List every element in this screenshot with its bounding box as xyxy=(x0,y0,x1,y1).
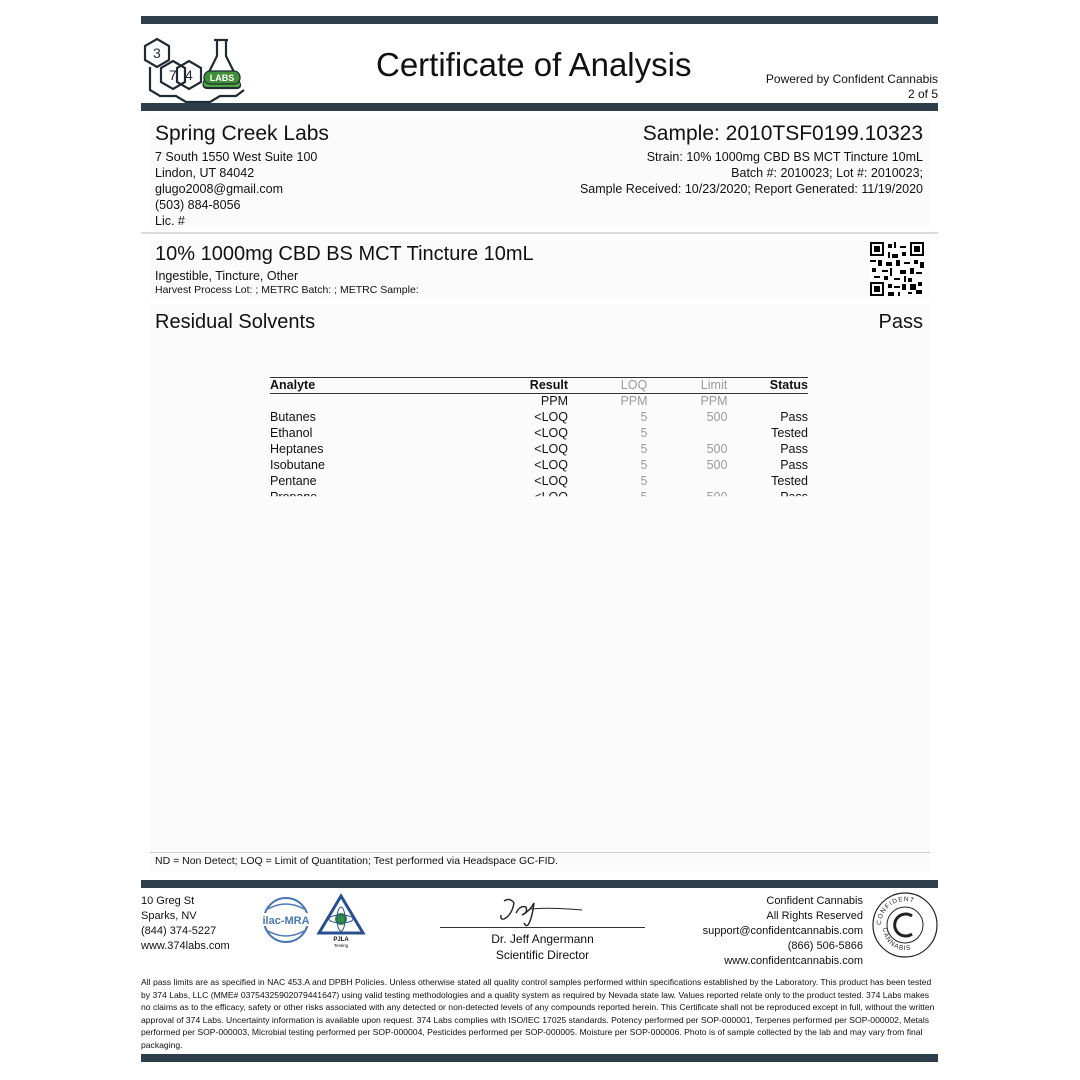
table-header-status: Status xyxy=(769,378,808,392)
table-row-result: <LOQ xyxy=(534,474,568,488)
seal-bottom-text: CANNABIS xyxy=(880,927,913,953)
product-type: Ingestible, Tincture, Other xyxy=(155,269,299,283)
lab-web: www.374labs.com xyxy=(141,940,230,952)
client-license: Lic. # xyxy=(155,214,185,228)
ilac-mra-logo xyxy=(257,895,315,945)
sample-id: Sample: 2010TSF0199.10323 xyxy=(642,122,923,145)
disclaimer: All pass limits are as specified in NAC 453.A and DPBH Policies. Unless otherwise stated all quality control samples performed within specifications established by the Laboratory. This product has been tested by 374 Labs, LLC (MME# 03754325902079441647) using valid testing methodologies and a quality system as required by Nevada state law. Values reported relate only to the product tested. 374 Labs makes no claims as to the efficacy, safety or other risks associated with any detected or non-detected levels of any compounds reported herein. This Certificate shall not be reproduced except in full, without the written approval of 374 Labs. Uncertainty information is available upon request. 374 Labs complies with ISO/IEC 17025 standards. Potency performed per SOP-000001, Terpenes performed per SOP-000002, Metals performed per SOP-000003, Microbial testing performed per SOP-000004, Pesticides performed per SOP-000005. Moisture per SOP-000006. Photo is of sample collected by the lab and may vary from final packaging. xyxy=(141,977,935,1050)
pjla-text: PJLA xyxy=(333,937,349,943)
client-address-line1: 7 South 1550 West Suite 100 xyxy=(155,150,318,164)
confident-cannabis-seal-icon xyxy=(870,890,940,960)
header-bar xyxy=(141,103,938,111)
logo-digit-3: 3 xyxy=(153,45,161,61)
footnote: ND = Non Detect; LOQ = Limit of Quantitation; Test performed via Headspace GC-FID. xyxy=(155,855,559,867)
table-header-loq: LOQ xyxy=(620,378,648,392)
table-row-status: Tested xyxy=(771,474,808,488)
cc-web: www.confidentcannabis.com xyxy=(724,955,863,967)
section-status: Pass xyxy=(878,311,923,333)
powered-by-text: Powered by Confident Cannabis xyxy=(765,72,938,86)
page-title: Certificate of Analysis xyxy=(376,46,692,83)
product-lots: Harvest Process Lot: ; METRC Batch: ; METRC Sample: xyxy=(155,284,419,296)
page-number: 2 of 5 xyxy=(907,87,938,101)
top-bar xyxy=(141,16,938,24)
table-row-loq: 5 xyxy=(640,410,648,424)
table-header-limit: Limit xyxy=(700,378,728,392)
client-email: glugo2008@gmail.com xyxy=(155,182,284,196)
table-row-analyte: Butanes xyxy=(270,410,316,424)
table-row-status: Pass xyxy=(780,410,808,424)
table-header-result: Result xyxy=(529,378,568,392)
logo-digit-4: 4 xyxy=(185,67,193,83)
cc-name: Confident Cannabis xyxy=(766,895,863,907)
table-row-status: Pass xyxy=(780,458,808,472)
table-row-loq: 5 xyxy=(640,426,648,440)
unit-result: PPM xyxy=(540,394,568,408)
table-row-analyte: Pentane xyxy=(270,474,317,488)
table-row-analyte: Heptanes xyxy=(270,442,324,456)
bottom-bar xyxy=(141,1054,938,1062)
lab-street: 10 Greg St xyxy=(141,895,195,907)
lab-city: Sparks, NV xyxy=(141,910,197,922)
pjla-sub-text: Testing xyxy=(333,943,349,948)
logo-badge-text: LABS xyxy=(209,73,235,83)
table-row-limit: 500 xyxy=(706,442,728,456)
cc-rights: All Rights Reserved xyxy=(766,910,863,922)
client-address-line2: Lindon, UT 84042 xyxy=(155,166,255,180)
sample-strain: Strain: 10% 1000mg CBD BS MCT Tincture 10mL xyxy=(646,150,923,164)
table-row-result: <LOQ xyxy=(534,410,568,424)
sample-dates: Sample Received: 10/23/2020; Report Generated: 11/19/2020 xyxy=(579,182,923,196)
client-phone: (503) 884-8056 xyxy=(155,198,241,212)
seal-top-text: CONFIDENT xyxy=(875,895,916,926)
table-row-loq: 5 xyxy=(640,442,648,456)
table-row-limit: 500 xyxy=(706,410,728,424)
table-row-loq: 5 xyxy=(640,474,648,488)
ilac-text: ilac-MRA xyxy=(262,915,310,927)
table-row-result: <LOQ xyxy=(534,442,568,456)
374-labs-logo xyxy=(140,34,252,104)
divider xyxy=(141,232,938,234)
table-row-result: <LOQ xyxy=(534,458,568,472)
table-row-analyte: Isobutane xyxy=(270,458,325,472)
signer-title: Scientific Director xyxy=(495,948,590,962)
cc-email: support@confidentcannabis.com xyxy=(702,925,863,937)
table-row-status: Tested xyxy=(771,426,808,440)
footer-bar xyxy=(141,880,938,888)
sample-batch-lot: Batch #: 2010023; Lot #: 2010023; xyxy=(731,166,923,180)
pjla-logo xyxy=(316,893,366,949)
table-header-analyte: Analyte xyxy=(270,378,316,392)
footnote-divider xyxy=(150,852,930,853)
table-row-loq: 5 xyxy=(640,458,648,472)
cc-phone: (866) 506-5866 xyxy=(787,940,863,952)
section-title: Residual Solvents xyxy=(155,311,316,333)
signature-line xyxy=(440,927,645,928)
table-row-status: Pass xyxy=(780,442,808,456)
table-row-analyte: Ethanol xyxy=(270,426,313,440)
table-row-limit: 500 xyxy=(706,458,728,472)
qr-code-icon xyxy=(870,242,924,296)
product-name: 10% 1000mg CBD BS MCT Tincture 10mL xyxy=(155,243,534,265)
signature-image xyxy=(490,893,590,927)
table-row-result: <LOQ xyxy=(534,426,568,440)
client-name: Spring Creek Labs xyxy=(155,122,329,145)
lab-phone: (844) 374-5227 xyxy=(141,925,217,937)
signer-name: Dr. Jeff Angermann xyxy=(491,932,594,946)
unit-limit: PPM xyxy=(700,394,728,408)
unit-loq: PPM xyxy=(620,394,648,408)
logo-digit-7: 7 xyxy=(169,67,177,83)
